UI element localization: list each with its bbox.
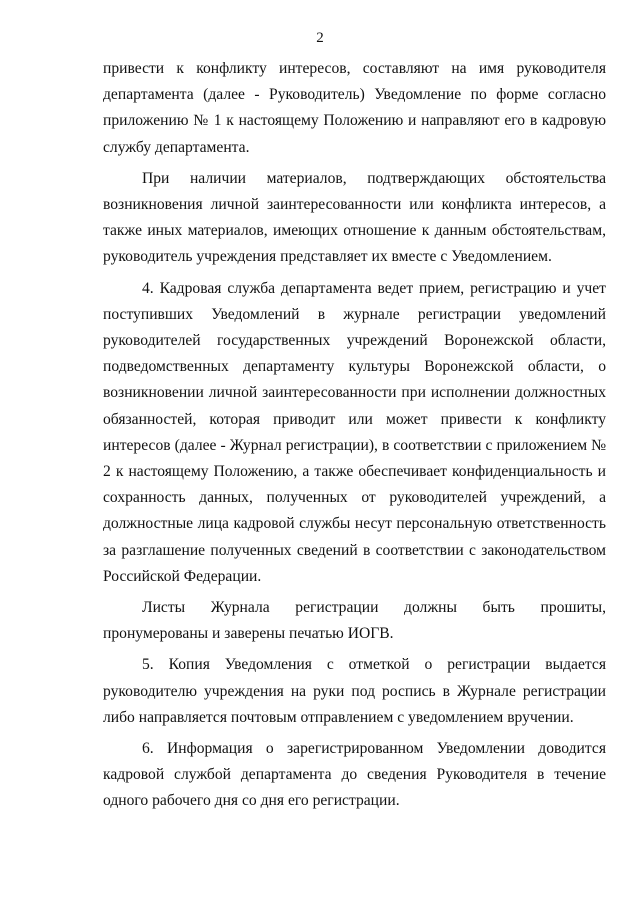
paragraph-item-4: 4. Кадровая служба департамента ведет прием, регистрацию и учет поступивших Уведомлений в журнале регистрации уведомлений руководителей государственных учреждений Воронежской области, подведомственных департаменту культуры Воронежской области, о возникновении личной заинтересованности при исполнении должностных обязанностей, которая приводит или может привести к конфликту интересов (далее - Журнал регистрации), в соответствии с приложением № 2 к настоящему Положению, а также обеспечивает конфиденциальность и сохранность данных, полученных от руководителей учреждений, а должностные лица кадровой службы несут персональную ответственность за разглашение полученных сведений в соответствии с законодательством Российской Федерации. xyxy=(103,279,606,585)
paragraph-item-6: 6. Информация о зарегистрированном Уведомлении доводится кадровой службой департамента до сведения Руководителя в течение одного рабочего дня со дня его регистрации. xyxy=(103,740,606,810)
paragraph-journal-sheets: Листы Журнала регистрации должны быть прошиты, пронумерованы и заверены печатью ИОГВ. xyxy=(103,599,606,643)
paragraph-item-5: 5. Копия Уведомления с отметкой о регистрации выдается руководителю учреждения на руки под роспись в Журнале регистрации либо направляется почтовым отправлением с уведомлением вручении. xyxy=(103,656,606,726)
page-number: 2 xyxy=(316,30,324,46)
document-body xyxy=(103,56,606,815)
paragraph-continuation: привести к конфликту интересов, составляют на имя руководителя департамента (далее - Руководитель) Уведомление по форме согласно приложению № 1 к настоящему Положению и направляют его в кадровую службу департамента. xyxy=(103,60,606,156)
paragraph-materials: При наличии материалов, подтверждающих обстоятельства возникновения личной заинтересованности или конфликта интересов, а также иных материалов, имеющих отношение к данным обстоятельствам, руководитель учреждения представляет их вместе с Уведомлением. xyxy=(103,169,606,266)
